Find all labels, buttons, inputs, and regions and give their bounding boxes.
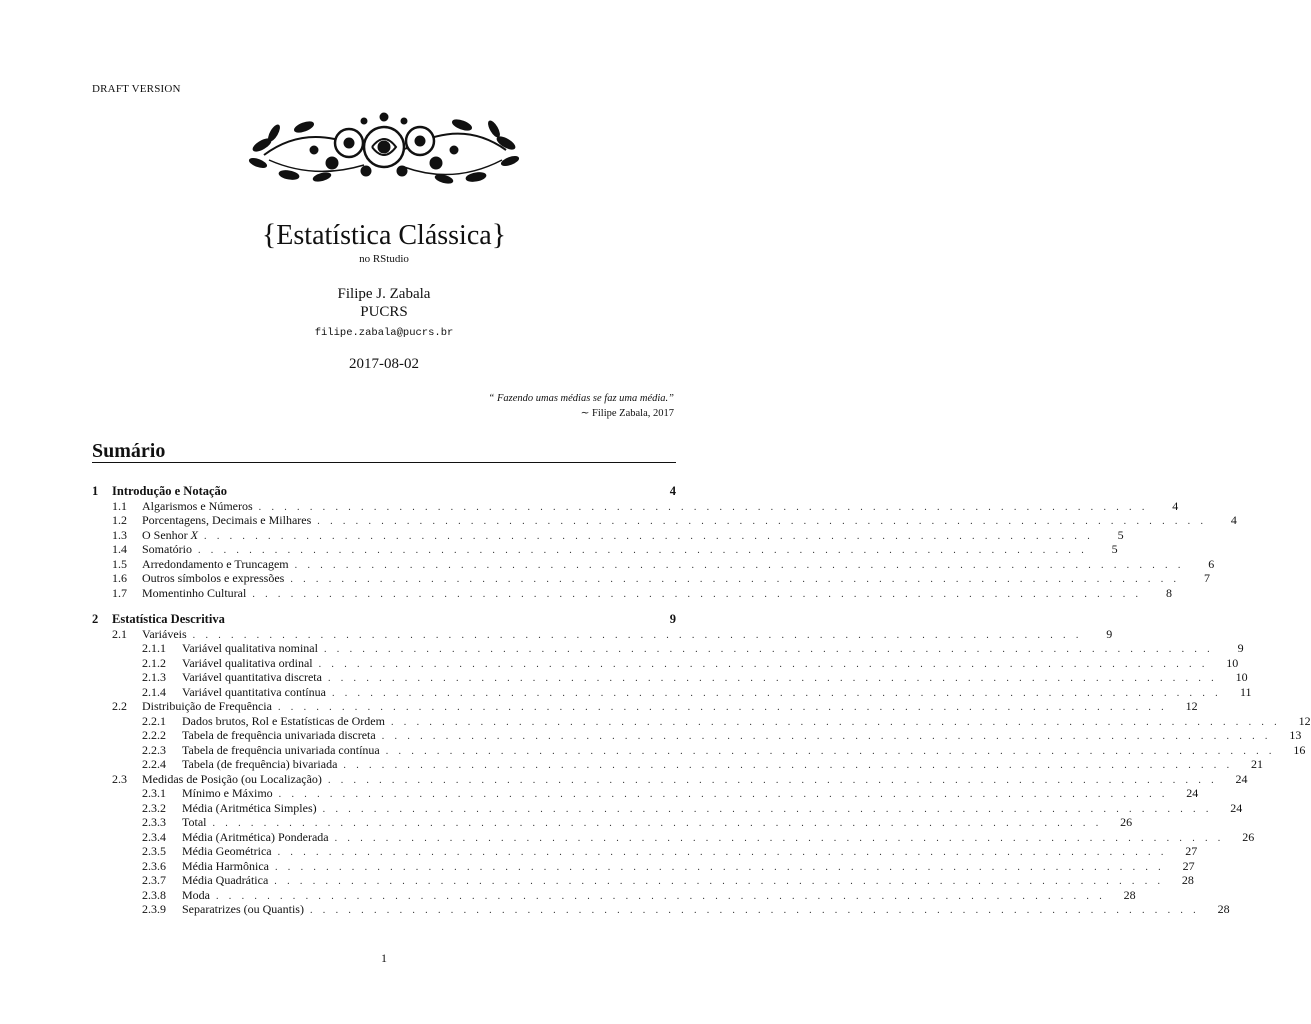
toc-entry-label: Outros símbolos e expressões <box>142 571 285 585</box>
toc-entry-number: 2 <box>92 612 99 626</box>
toc-entry-number: 2.3.9 <box>142 902 166 916</box>
document-date: 2017-08-02 <box>349 356 419 372</box>
toc-entry-label: Mínimo e Máximo <box>182 786 273 800</box>
epigraph-text: “ Fazendo umas médias se faz uma média.” <box>488 393 674 404</box>
toc-entry-number: 2.1.3 <box>142 670 166 684</box>
toc-leader-dots: . . . . . . . . . . . . . . . . . . . . . . . . . . . . . . . . . . . . . . . . . . . . . . . . . . . . . . . . . . . . . . . . . . . . . . <box>327 774 1218 786</box>
toc-leader-dots: . . . . . . . . . . . . . . . . . . . . . . . . . . . . . . . . . . . . . . . . . . . . . . . . . . . . . . . . . . . . . . . . . . . . . . <box>317 516 1207 527</box>
toc-leader-dots: . . . . . . . . . . . . . . . . . . . . . . . . . . . . . . . . . . . . . . . . . . . . . . . . . . . . . . . . . . . . . . . . . . . . . . <box>343 760 1234 771</box>
toc-subsection-entry[interactable] <box>92 858 1195 874</box>
toc-entry-number: 2.2.1 <box>142 713 166 728</box>
toc-entry-number: 2.3.4 <box>142 829 166 844</box>
toc-entry-label: Média Harmônica <box>182 858 269 873</box>
epigraph <box>489 391 675 421</box>
toc-leader-dots: . . . . . . . . . . . . . . . . . . . . . . . . . . . . . . . . . . . . . . . . . . . . . . . . . . . . . . . . . . . . . . . . . . . . . . <box>390 716 1281 728</box>
toc-entry-label: Variável quantitativa discreta <box>182 670 322 684</box>
toc-subsection-entry[interactable] <box>92 713 1311 729</box>
toc-entry-page: 9 <box>1106 626 1113 641</box>
toc-chapter-entry[interactable] <box>92 612 676 627</box>
toc-entry-number: 2.2.3 <box>142 742 166 757</box>
toc-entry-label: Somatório <box>142 542 192 556</box>
toc-leader-dots: . . . . . . . . . . . . . . . . . . . . . . . . . . . . . . . . . . . . . . . . . . . . . . . . . . . . . . . . . . . . . . . . . . . . . . <box>323 644 1214 655</box>
toc-subsection-entry[interactable] <box>92 742 1306 758</box>
toc-section-entry[interactable] <box>92 556 1215 572</box>
toc-entry-label: Momentinho Cultural <box>142 585 247 600</box>
toc-leader-dots: . . . . . . . . . . . . . . . . . . . . . . . . . . . . . . . . . . . . . . . . . . . . . . . . . . . . . . . . . . . . . . . . . . . . . . <box>204 530 1094 542</box>
toc-entry-number: 2.3.7 <box>142 873 166 887</box>
toc-entry-number: 2.1.2 <box>142 655 166 670</box>
toc-entry-page: 5 <box>1111 542 1118 556</box>
toc-leader-dots: . . . . . . . . . . . . . . . . . . . . . . . . . . . . . . . . . . . . . . . . . . . . . . . . . . . . . . . . . . . . . . . . . . . . . . <box>258 501 1149 513</box>
toc-entry-number: 2.3.8 <box>142 887 166 902</box>
toc-section-entry[interactable] <box>92 498 1179 514</box>
toc-leader-dots: . . . . . . . . . . . . . . . . . . . . . . . . . . . . . . . . . . . . . . . . . . . . . . . . . . . . . . . . . . . . . . . . . . . . . . <box>252 588 1142 600</box>
document-title <box>0 218 768 253</box>
floral-ornament-icon <box>244 105 524 190</box>
toc-subsection-entry[interactable] <box>92 815 1133 830</box>
toc-leader-dots: . . . . . . . . . . . . . . . . . . . . . . . . . . . . . . . . . . . . . . . . . . . . . . . . . . . . . . . . . . . . . . . . . . . . . . <box>216 890 1106 902</box>
draft-label: DRAFT VERSION <box>92 83 181 95</box>
toc-subsection-entry[interactable] <box>92 800 1243 816</box>
toc-entry-label: Média Quadrática <box>182 873 269 887</box>
toc-entry-page: 26 <box>1242 829 1255 844</box>
toc-leader-dots: . . . . . . . . . . . . . . . . . . . . . . . . . . . . . . . . . . . . . . . . . . . . . . . . . . . . . . . . . . . . . . . . . . . . . . <box>277 702 1168 713</box>
toc-subsection-entry[interactable] <box>92 684 1252 700</box>
toc-entry-page: 16 <box>1293 742 1306 757</box>
epigraph-attribution: ∼ Filipe Zabala, 2017 <box>580 408 674 419</box>
toc-entry-page: 10 <box>1226 655 1239 670</box>
toc-entry-number: 1 <box>92 484 99 498</box>
toc-leader-dots: . . . . . . . . . . . . . . . . . . . . . . . . . . . . . . . . . . . . . . . . . . . . . . . . . . . . . . . . . . . . . . . . . . . . . . <box>192 629 1083 641</box>
toc-entry-page: 28 <box>1217 902 1230 916</box>
toc-leader-dots: . . . . . . . . . . . . . . . . . . . . . . . . . . . . . . . . . . . . . . . . . . . . . . . . . . . . . . . . . . . . . . . . . . . . . . <box>318 658 1209 670</box>
toc-entry-page: 4 <box>669 484 676 498</box>
toc-entry-number: 2.1.1 <box>142 641 166 655</box>
toc-subsection-entry[interactable] <box>92 757 1264 772</box>
toc-entry-label: Média (Aritmética Simples) <box>182 800 317 815</box>
toc-divider <box>92 462 676 463</box>
toc-subsection-entry[interactable] <box>92 655 1239 671</box>
toc-entry-label: Estatística Descritiva <box>112 612 225 626</box>
toc-entry-number: 1.2 <box>112 513 127 527</box>
toc-leader-dots: . . . . . . . . . . . . . . . . . . . . . . . . . . . . . . . . . . . . . . . . . . . . . . . . . . . . . . . . . . . . . . . . . . . . . . <box>334 832 1225 844</box>
toc-leader-dots: . . . . . . . . . . . . . . . . . . . . . . . . . . . . . . . . . . . . . . . . . . . . . . . . . . . . . . . . . . . . . . . . . . . . . . <box>327 673 1218 684</box>
toc-entry-number: 2.3 <box>112 771 127 786</box>
title-text: Estatística Clássica <box>276 220 492 251</box>
toc-entry-label: Variável qualitativa ordinal <box>182 655 313 670</box>
toc-section-entry[interactable] <box>92 542 1118 557</box>
toc-entry-label: Média (Aritmética) Ponderada <box>182 829 329 844</box>
toc-entry-page: 12 <box>1298 713 1311 728</box>
toc-entry-page: 8 <box>1165 585 1172 600</box>
title-open-brace: { <box>261 218 277 251</box>
toc-entry-page: 11 <box>1240 684 1252 699</box>
toc-leader-dots: . . . . . . . . . . . . . . . . . . . . . . . . . . . . . . . . . . . . . . . . . . . . . . . . . . . . . . . . . . . . . . . . . . . . . . <box>277 847 1168 858</box>
title-close-brace: } <box>491 218 507 251</box>
toc-subsection-entry[interactable] <box>92 829 1255 845</box>
toc-entry-label: Dados brutos, Rol e Estatísticas de Ordem <box>182 713 385 728</box>
toc-entry-number: 1.3 <box>112 527 127 542</box>
toc-entry-page: 24 <box>1230 800 1243 815</box>
toc-entry-label: Tabela de frequência univariada contínua <box>182 742 380 757</box>
toc-entry-page: 21 <box>1251 757 1264 771</box>
toc-entry-number: 2.3.1 <box>142 786 166 800</box>
toc-section-entry[interactable] <box>92 571 1210 586</box>
toc-entry-page: 24 <box>1186 786 1199 800</box>
page-number: 1 <box>381 951 387 965</box>
toc-entry-page: 27 <box>1182 858 1195 873</box>
toc-section-entry[interactable] <box>92 626 1113 642</box>
toc-entry-label: Tabela (de frequência) bivariada <box>182 757 338 771</box>
table-of-contents <box>92 484 1311 917</box>
toc-entry-number: 1.6 <box>112 571 127 585</box>
toc-entry-number: 2.2.4 <box>142 757 166 771</box>
toc-entry-page: 10 <box>1235 670 1248 684</box>
toc-entry-page: 9 <box>1237 641 1244 655</box>
toc-leader-dots: . . . . . . . . . . . . . . . . . . . . . . . . . . . . . . . . . . . . . . . . . . . . . . . . . . . . . . . . . . . . . . . . . . . . . . <box>274 861 1165 873</box>
toc-entry-label: Separatrizes (ou Quantis) <box>182 902 304 916</box>
toc-entry-label: Tabela de frequência univariada discreta <box>182 728 376 742</box>
toc-subsection-entry[interactable] <box>92 786 1199 801</box>
toc-entry-page: 12 <box>1185 699 1198 713</box>
toc-subsection-entry[interactable] <box>92 902 1230 917</box>
toc-entry-page: 9 <box>669 612 676 626</box>
toc-entry-number: 1.7 <box>112 585 127 600</box>
toc-subsection-entry[interactable] <box>92 641 1244 656</box>
toc-leader-dots: . . . . . . . . . . . . . . . . . . . . . . . . . . . . . . . . . . . . . . . . . . . . . . . . . . . . . . . . . . . . . . . . . . . . . . <box>381 731 1272 742</box>
toc-entry-label: Total <box>182 815 207 829</box>
toc-entry-label: Variável quantitativa contínua <box>182 684 326 699</box>
toc-entry-number: 2.1 <box>112 626 127 641</box>
toc-entry-page: 13 <box>1289 728 1302 742</box>
toc-entry-page: 27 <box>1185 844 1198 858</box>
toc-entry-label: O Senhor X <box>142 527 199 542</box>
toc-entry-page: 6 <box>1208 556 1215 571</box>
toc-entry-page: 4 <box>1230 513 1237 527</box>
toc-leader-dots: . . . . . . . . . . . . . . . . . . . . . . . . . . . . . . . . . . . . . . . . . . . . . . . . . . . . . . . . . . . . . . . . . . . . . . <box>212 818 1103 829</box>
toc-entry-label: Algarismos e Números <box>142 498 253 513</box>
toc-leader-dots: . . . . . . . . . . . . . . . . . . . . . . . . . . . . . . . . . . . . . . . . . . . . . . . . . . . . . . . . . . . . . . . . . . . . . . <box>278 789 1169 800</box>
author-name: Filipe J. Zabala <box>337 286 431 302</box>
toc-subsection-entry[interactable] <box>92 873 1194 888</box>
toc-entry-page: 28 <box>1181 873 1194 887</box>
toc-entry-page: 4 <box>1172 498 1179 513</box>
toc-entry-page: 24 <box>1235 771 1248 786</box>
toc-entry-label: Média Geométrica <box>182 844 272 858</box>
toc-leader-dots: . . . . . . . . . . . . . . . . . . . . . . . . . . . . . . . . . . . . . . . . . . . . . . . . . . . . . . . . . . . . . . . . . . . . . . <box>322 803 1213 815</box>
toc-entry-number: 1.1 <box>112 498 127 513</box>
toc-entry-number: 1.4 <box>112 542 127 556</box>
toc-entry-number: 2.2.2 <box>142 728 166 742</box>
toc-entry-number: 2.3.5 <box>142 844 166 858</box>
toc-entry-number: 2.3.3 <box>142 815 166 829</box>
toc-section-entry[interactable] <box>92 513 1237 528</box>
toc-entry-label: Moda <box>182 887 210 902</box>
toc-leader-dots: . . . . . . . . . . . . . . . . . . . . . . . . . . . . . . . . . . . . . . . . . . . . . . . . . . . . . . . . . . . . . . . . . . . . . . <box>274 876 1164 887</box>
toc-entry-number: 2.1.4 <box>142 684 166 699</box>
toc-entry-page: 7 <box>1203 571 1210 585</box>
toc-entry-number: 2.3.6 <box>142 858 166 873</box>
toc-entry-number: 2.3.2 <box>142 800 166 815</box>
toc-chapter-entry[interactable] <box>92 484 676 499</box>
toc-subsection-entry[interactable] <box>92 670 1248 685</box>
document-subtitle: no RStudio <box>359 253 409 265</box>
toc-entry-page: 28 <box>1123 887 1136 902</box>
toc-entry-label: Arredondamento e Truncagem <box>142 556 289 571</box>
toc-subsection-entry[interactable] <box>92 887 1136 903</box>
toc-leader-dots: . . . . . . . . . . . . . . . . . . . . . . . . . . . . . . . . . . . . . . . . . . . . . . . . . . . . . . . . . . . . . . . . . . . . . . <box>294 559 1185 571</box>
toc-entry-number: 1.5 <box>112 556 127 571</box>
toc-section-entry[interactable] <box>92 699 1198 714</box>
toc-entry-label: Introdução e Notação <box>112 484 228 498</box>
toc-subsection-entry[interactable] <box>92 728 1302 743</box>
toc-leader-dots: . . . . . . . . . . . . . . . . . . . . . . . . . . . . . . . . . . . . . . . . . . . . . . . . . . . . . . . . . . . . . . . . . . . . . . <box>309 905 1200 916</box>
toc-entry-label: Porcentagens, Decimais e Milhares <box>142 513 312 527</box>
toc-entry-page: 26 <box>1120 815 1133 829</box>
toc-section-entry[interactable] <box>92 527 1124 543</box>
toc-entry-label: Distribuição de Frequência <box>142 699 272 713</box>
toc-subsection-entry[interactable] <box>92 844 1198 859</box>
toc-section-entry[interactable] <box>92 585 1172 601</box>
toc-entry-label: Medidas de Posição (ou Localização) <box>142 771 322 786</box>
author-email[interactable]: filipe.zabala@pucrs.br <box>314 327 454 339</box>
toc-leader-dots: . . . . . . . . . . . . . . . . . . . . . . . . . . . . . . . . . . . . . . . . . . . . . . . . . . . . . . . . . . . . . . . . . . . . . . <box>331 687 1222 699</box>
title-block <box>0 218 768 373</box>
toc-leader-dots: . . . . . . . . . . . . . . . . . . . . . . . . . . . . . . . . . . . . . . . . . . . . . . . . . . . . . . . . . . . . . . . . . . . . . . <box>385 745 1276 757</box>
toc-leader-dots: . . . . . . . . . . . . . . . . . . . . . . . . . . . . . . . . . . . . . . . . . . . . . . . . . . . . . . . . . . . . . . . . . . . . . . <box>198 545 1088 556</box>
toc-section-entry[interactable] <box>92 771 1248 787</box>
author-affiliation: PUCRS <box>360 304 408 320</box>
toc-entry-label: Variável qualitativa nominal <box>182 641 318 655</box>
toc-heading: Sumário <box>92 440 166 462</box>
toc-leader-dots: . . . . . . . . . . . . . . . . . . . . . . . . . . . . . . . . . . . . . . . . . . . . . . . . . . . . . . . . . . . . . . . . . . . . . . <box>290 574 1180 585</box>
toc-entry-page: 5 <box>1117 527 1124 542</box>
toc-entry-label: Variáveis <box>142 626 187 641</box>
toc-entry-number: 2.2 <box>112 699 127 713</box>
